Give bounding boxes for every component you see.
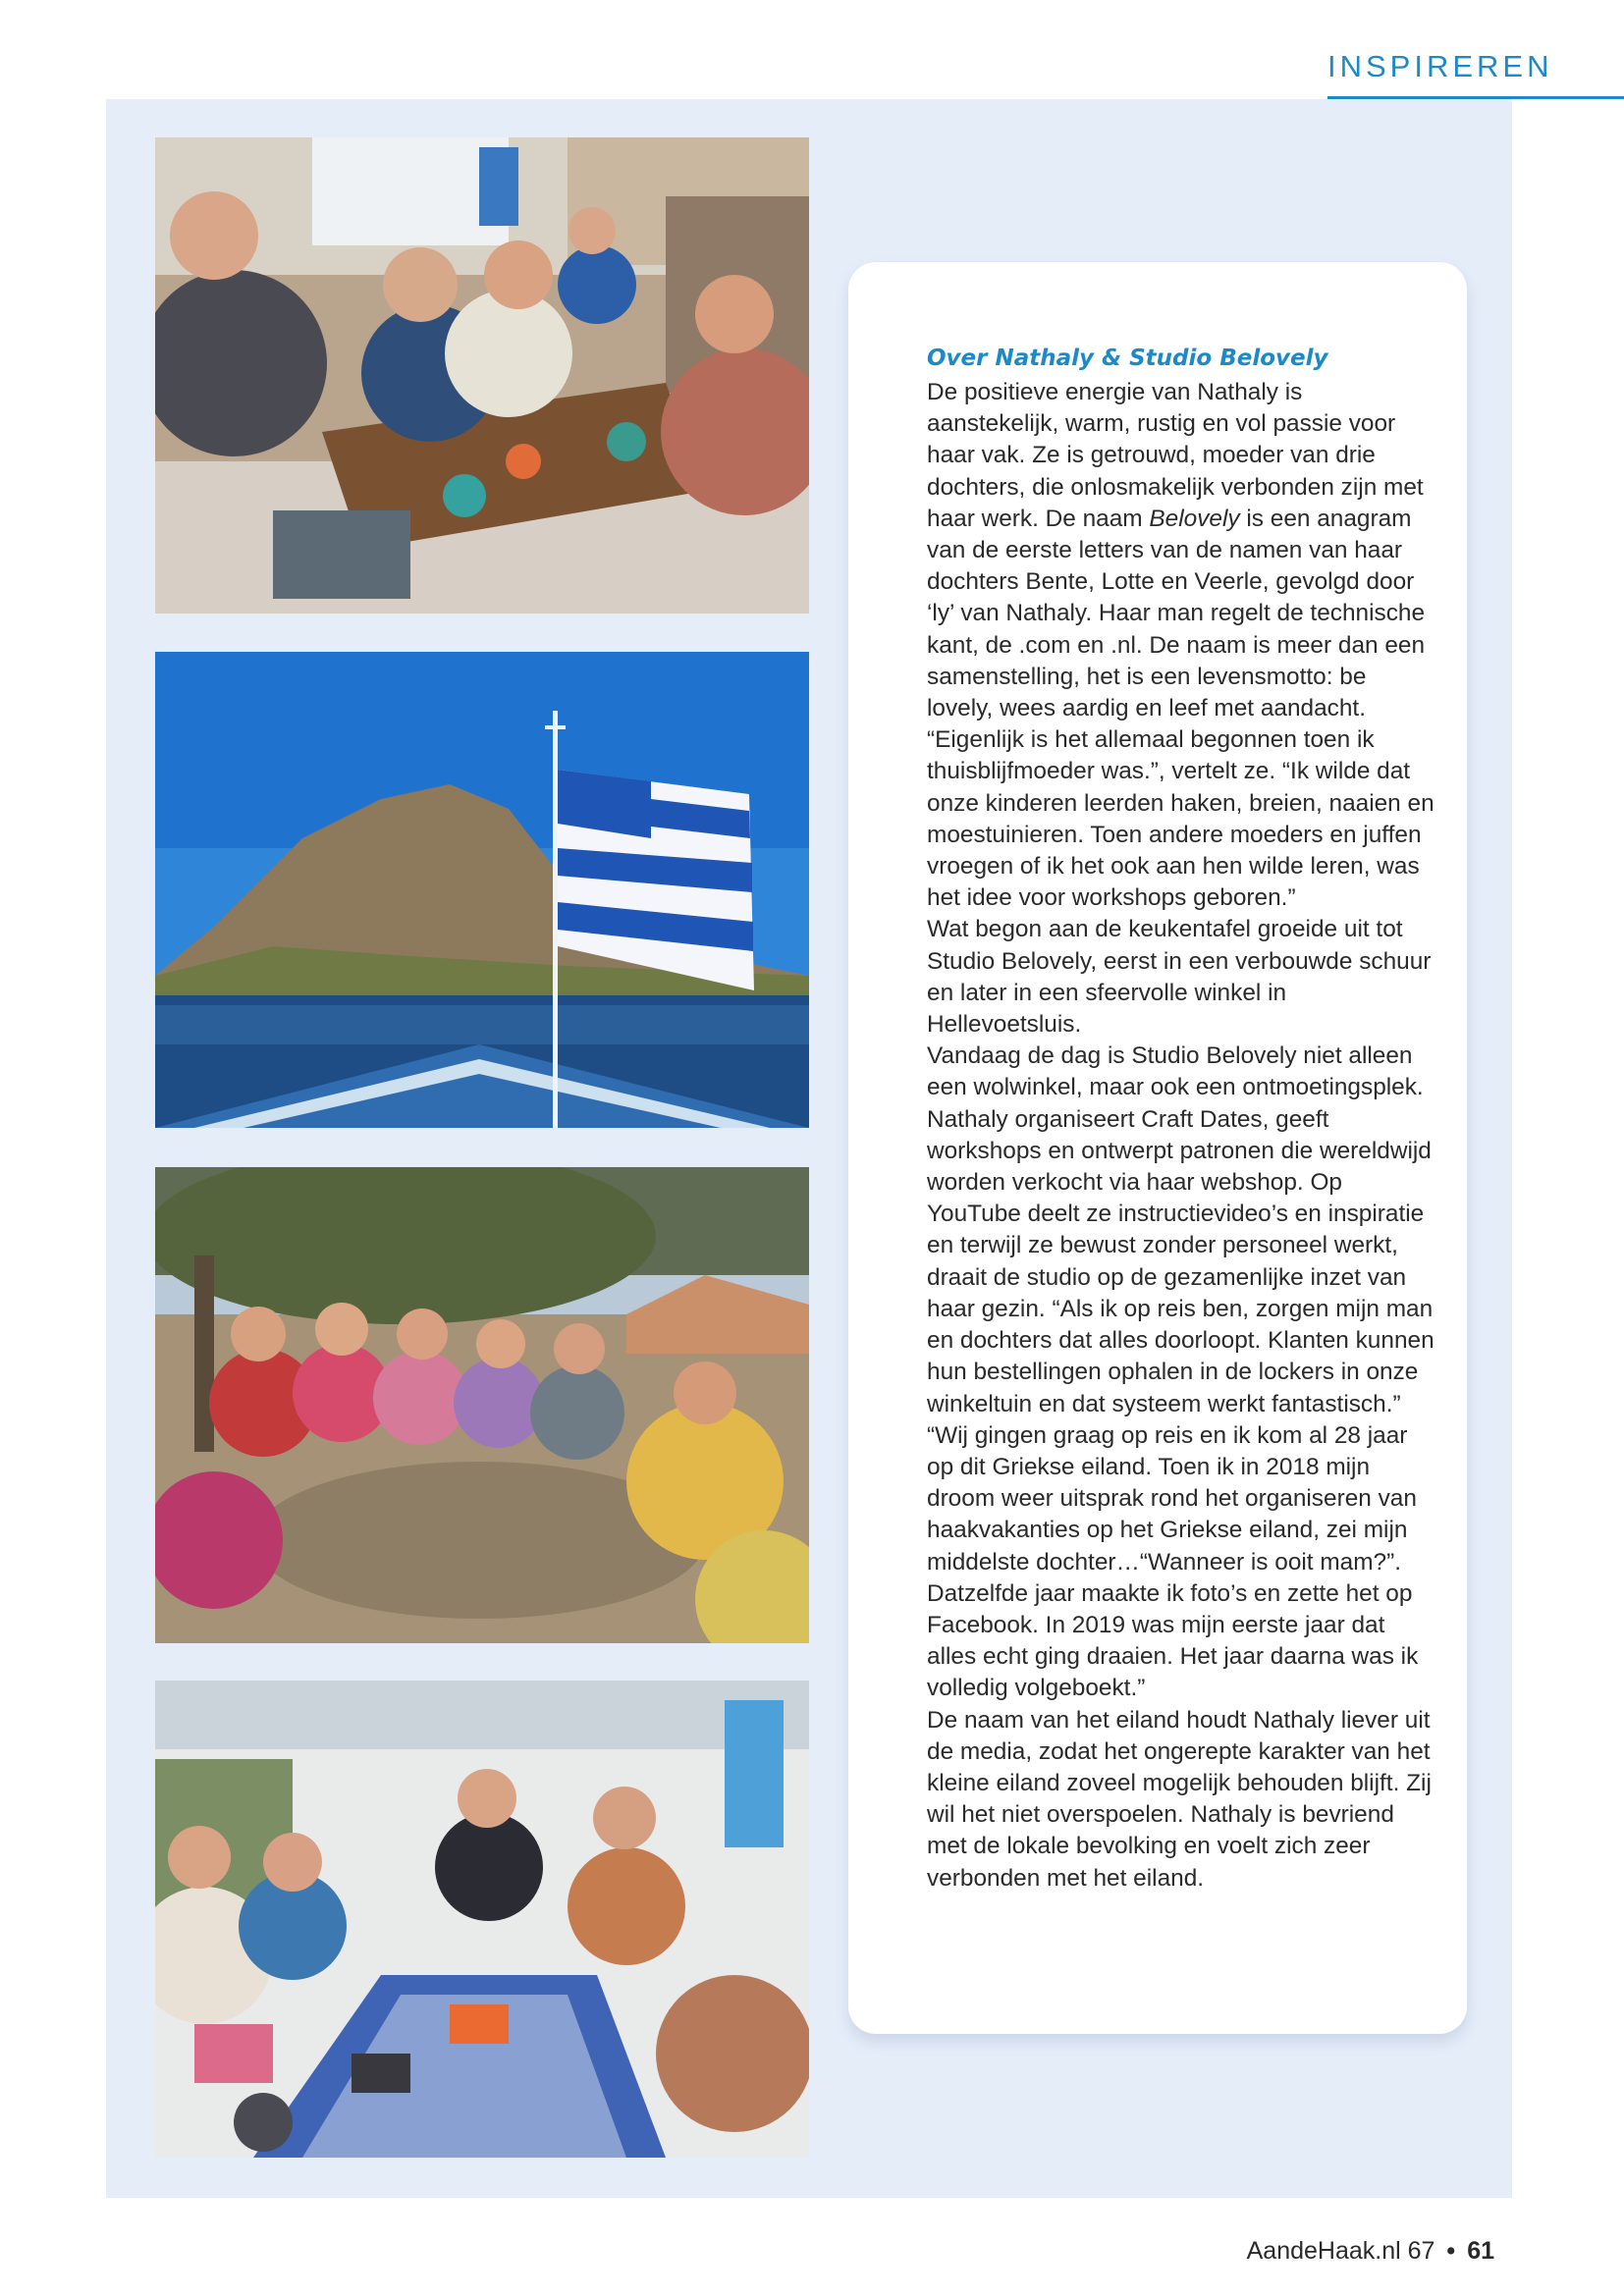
footer-separator: • <box>1446 2237 1456 2265</box>
article-paragraph: Vandaag de dag is Studio Belovely niet alleen een wolwinkel, maar ook een ontmoetingsplek. Nathaly organiseert Craft Dates, geeft workshops en ontwerpt patronen die wereldwijd worden verkocht via haar webshop. Op YouTube deelt ze instructievideo’s en inspiratie en terwijl ze bewust zonder personeel werkt, draait de studio op de gezamenlijke inzet van haar gezin. “Als ik op reis ben, zorgen mijn man en dochters dat alles doorloopt. Klanten kunnen hun bestellingen ophalen in de lockers in onze winkeltuin en dat systeem werkt fantastisch.” <box>927 1042 1435 1417</box>
article-paragraph: “Wij gingen graag op reis en ik kom al 28 jaar op dit Griekse eiland. Toen ik in 2018 mijn droom weer uitsprak rond het organiseren van haakvakanties op het Griekse eiland, zei mijn middelste dochter…“Wanneer is ooit mam?”. Datzelfde jaar maakte ik foto’s en zette het op Facebook. In 2019 was mijn eerste jaar dat alles echt ging draaien. Het jaar daarna was ik volledig volgeboekt.” <box>927 1421 1419 1702</box>
crochet-table-terrace-photo <box>155 1681 809 2158</box>
section-label: INSPIREREN <box>1327 49 1553 83</box>
group-circle-beach-photo <box>155 1167 809 1643</box>
article-paragraph: “Eigenlijk is het allemaal begonnen toen ik thuisblijfmoeder was.”, vertelt ze. “Ik wilde dat onze kinderen leerden haken, breien, naaien en moestuinieren. Toen andere moeders en juffen vroegen of ik het ook aan hen wilde leren, was het idee voor workshops geboren.” <box>927 726 1435 912</box>
brand-name-emphasis: Belovely <box>1149 505 1240 532</box>
page-number: 61 <box>1467 2237 1494 2265</box>
publication-name: AandeHaak.nl 67 <box>1246 2237 1435 2265</box>
page-footer <box>1247 2237 1494 2266</box>
article-paragraph: De naam van het eiland houdt Nathaly liever uit de media, zodat het ongerepte karakter van het kleine eiland zoveel mogelijk behouden blijft. Zij wil het niet overspoelen. Nathaly is bevriend met de lokale bevolking en voelt zich zeer verbonden met het eiland. <box>927 1706 1432 1892</box>
article-paragraph: De positieve energie van Nathaly is aanstekelijk, warm, rustig en vol passie voor haar vak. Ze is getrouwd, moeder van drie dochters, die onlosmakelijk verbonden zijn met haar werk. De naam Belovely is een anagram van de eerste letters van de namen van haar dochters Bente, Lotte en Veerle, gevolgd door ‘ly’ van Nathaly. Haar man regelt de technische kant, de .com en .nl. De naam is meer dan een samenstelling, het is een levensmotto: be lovely, wees aardig en leef met aandacht. <box>927 379 1426 722</box>
article-title: Over Nathaly & Studio Belovely <box>927 346 1328 371</box>
article-body <box>927 377 1437 1895</box>
article-paragraph: Wat begon aan de keukentafel groeide uit tot Studio Belovely, eerst in een verbouwde schuur en later in een sfeervolle winkel in Hellevoetsluis. <box>927 916 1432 1039</box>
crochet-group-cafe-photo <box>155 137 809 614</box>
greek-flag-boat-island-photo <box>155 652 809 1128</box>
